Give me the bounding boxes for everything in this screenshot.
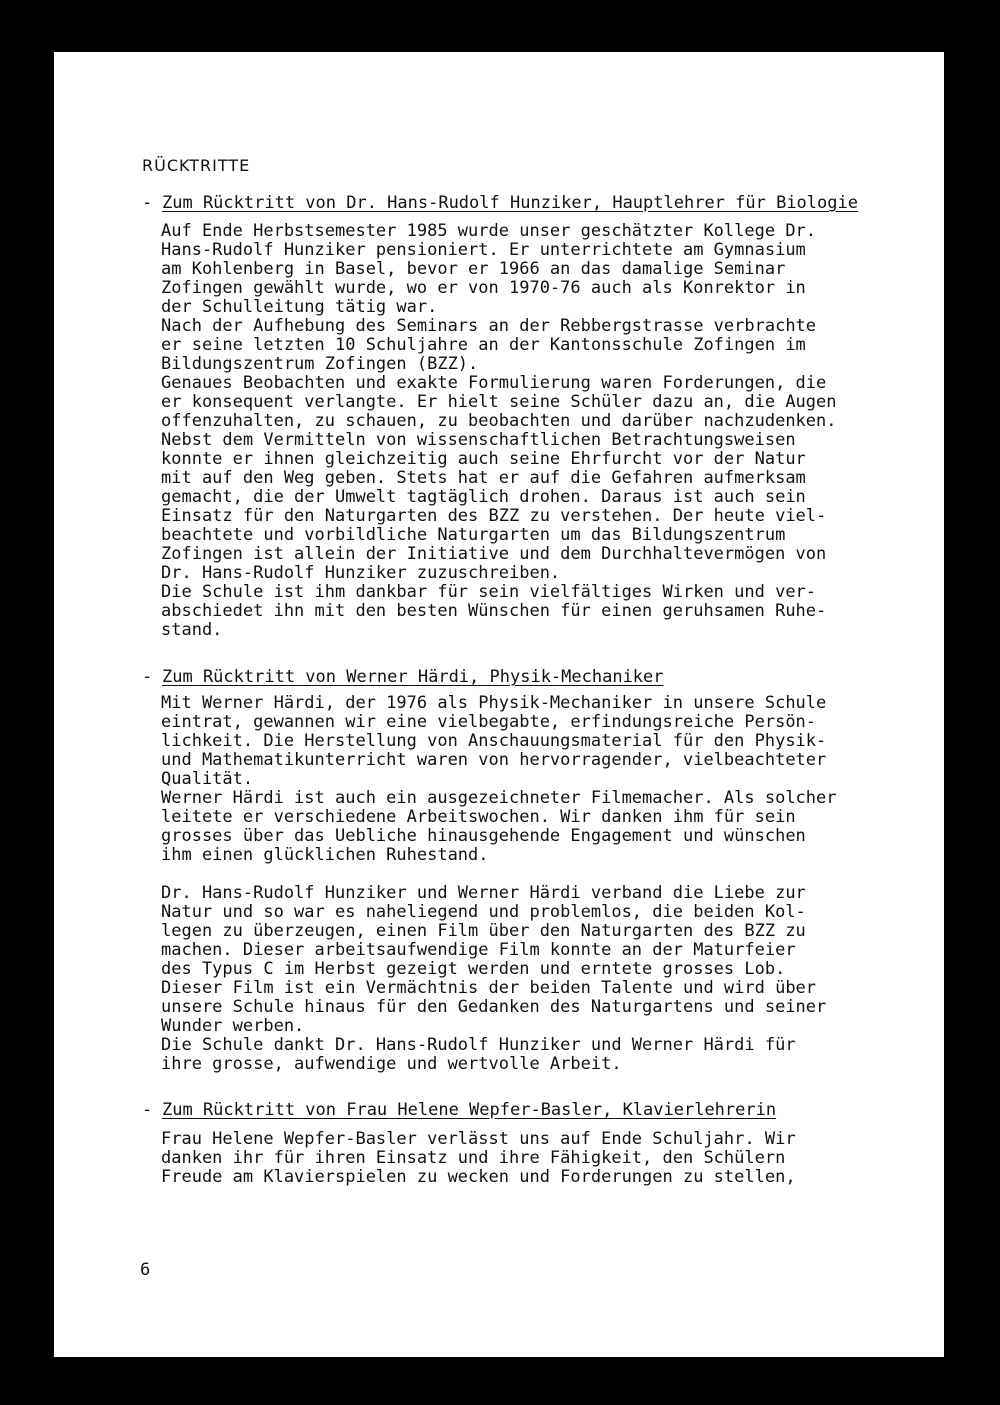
section-title-haerdi	[142, 667, 664, 687]
text-line: legen zu überzeugen, einen Film über den Naturgarten des BZZ zu	[161, 921, 806, 941]
text-line: und Mathematikunterricht waren von hervorragender, vielbeachteter	[161, 750, 827, 770]
text-line: Qualität.	[161, 769, 254, 789]
text-line: Nach der Aufhebung des Seminars an der Rebbergstrasse verbrachte	[161, 316, 817, 336]
section-body-hunziker	[161, 222, 941, 640]
text-line: grosses über das Uebliche hinausgehende Engagement und wünschen	[161, 826, 806, 846]
text-line: Dr. Hans-Rudolf Hunziker zuzuschreiben.	[161, 563, 561, 583]
text-line: Die Schule ist ihm dankbar für sein vielfältiges Wirken und ver-	[161, 582, 817, 602]
text-line: leitete er verschiedene Arbeitswochen. Wir danken ihm für sein	[161, 807, 796, 827]
text-line: des Typus C im Herbst gezeigt werden und erntete grosses Lob.	[161, 959, 786, 979]
section-dash: -	[142, 193, 153, 213]
text-line: der Schulleitung tätig war.	[161, 297, 438, 317]
text-line: Auf Ende Herbstsemester 1985 wurde unser geschätzter Kollege Dr.	[161, 221, 817, 241]
text-line: machen. Dieser arbeitsaufwendige Film konnte an der Maturfeier	[161, 940, 796, 960]
page-number: 6	[140, 1260, 151, 1280]
text-line: Nebst dem Vermitteln von wissenschaftlichen Betrachtungsweisen	[161, 430, 796, 450]
text-line: Die Schule dankt Dr. Hans-Rudolf Hunziker und Werner Härdi für	[161, 1035, 796, 1055]
document-page	[54, 52, 944, 1357]
text-line: Zofingen gewählt wurde, wo er von 1970-76 auch als Konrektor in	[161, 278, 806, 298]
text-line: lichkeit. Die Herstellung von Anschauungsmaterial für den Physik-	[161, 731, 827, 751]
text-line: Einsatz für den Naturgarten des BZZ zu verstehen. Der heute viel-	[161, 506, 827, 526]
text-line: Dr. Hans-Rudolf Hunziker und Werner Härdi verband die Liebe zur	[161, 883, 806, 903]
text-line: Mit Werner Härdi, der 1976 als Physik-Mechaniker in unsere Schule	[161, 693, 827, 713]
text-line: stand.	[161, 620, 223, 640]
page-heading: RÜCKTRITTE	[142, 156, 251, 175]
text-line: eintrat, gewannen wir eine vielbegabte, erfindungsreiche Persön-	[161, 712, 817, 732]
text-line: unsere Schule hinaus für den Gedanken des Naturgartens und seiner	[161, 997, 827, 1017]
text-line: abschiedet ihn mit den besten Wünschen für einen geruhsamen Ruhe-	[161, 601, 827, 621]
text-line: ihre grosse, aufwendige und wertvolle Arbeit.	[161, 1054, 622, 1074]
text-line: danken ihr für ihren Einsatz und ihre Fähigkeit, den Schülern	[161, 1148, 786, 1168]
section-body-wepfer	[161, 1130, 941, 1187]
text-line: gemacht, die der Umwelt tagtäglich drohen. Daraus ist auch sein	[161, 487, 806, 507]
section-title-hunziker	[142, 193, 858, 213]
text-line: er konsequent verlangte. Er hielt seine Schüler dazu an, die Augen	[161, 392, 837, 412]
section-body-haerdi	[161, 694, 941, 865]
section-title-text: Zum Rücktritt von Werner Härdi, Physik-Mechaniker	[162, 667, 664, 687]
text-line: Freude am Klavierspielen zu wecken und Forderungen zu stellen,	[161, 1167, 796, 1187]
text-line: mit auf den Weg geben. Stets hat er auf die Gefahren aufmerksam	[161, 468, 806, 488]
text-line: offenzuhalten, zu schauen, zu beobachten und darüber nachzudenken.	[161, 411, 837, 431]
text-line: Bildungszentrum Zofingen (BZZ).	[161, 354, 479, 374]
section-body-joint-film	[161, 884, 941, 1074]
text-line: Zofingen ist allein der Initiative und dem Durchhaltevermögen von	[161, 544, 827, 564]
text-line: Werner Härdi ist auch ein ausgezeichneter Filmemacher. Als solcher	[161, 788, 837, 808]
section-title-wepfer	[142, 1100, 776, 1120]
section-dash: -	[142, 1100, 153, 1120]
section-dash: -	[142, 667, 153, 687]
section-title-text: Zum Rücktritt von Dr. Hans-Rudolf Hunziker, Hauptlehrer für Biologie	[162, 193, 858, 213]
text-line: Hans-Rudolf Hunziker pensioniert. Er unterrichtete am Gymnasium	[161, 240, 806, 260]
text-line: Wunder werben.	[161, 1016, 305, 1036]
text-line: Dieser Film ist ein Vermächtnis der beiden Talente und wird über	[161, 978, 817, 998]
section-title-text: Zum Rücktritt von Frau Helene Wepfer-Basler, Klavierlehrerin	[162, 1100, 777, 1120]
text-line: er seine letzten 10 Schuljahre an der Kantonsschule Zofingen im	[161, 335, 806, 355]
text-line: Frau Helene Wepfer-Basler verlässt uns auf Ende Schuljahr. Wir	[161, 1129, 796, 1149]
text-line: Natur und so war es naheliegend und problemlos, die beiden Kol-	[161, 902, 806, 922]
text-line: ihm einen glücklichen Ruhestand.	[161, 845, 489, 865]
text-line: beachtete und vorbildliche Naturgarten um das Bildungszentrum	[161, 525, 786, 545]
text-line: konnte er ihnen gleichzeitig auch seine Ehrfurcht vor der Natur	[161, 449, 806, 469]
text-line: am Kohlenberg in Basel, bevor er 1966 an das damalige Seminar	[161, 259, 786, 279]
text-line: Genaues Beobachten und exakte Formulierung waren Forderungen, die	[161, 373, 827, 393]
